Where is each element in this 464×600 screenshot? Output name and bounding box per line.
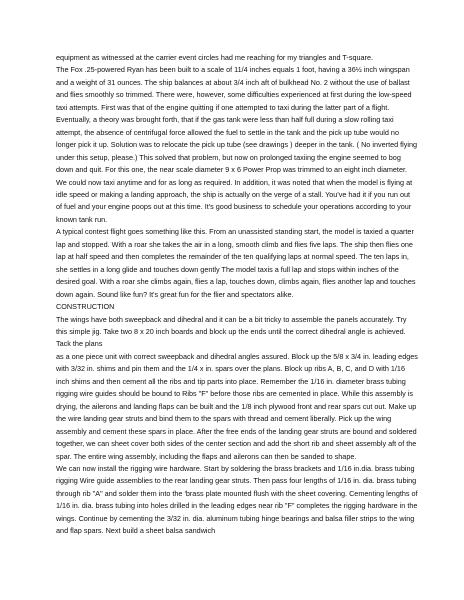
paragraph-wing-jig: The wings have both sweepback and dihedral and it can be a bit tricky to assemble the panels accurately. Try this simple jig. Take two 8 x 20 inch boards and block up the ends until the correct dihedral angle is achieved. Tack the plans (56, 314, 407, 349)
paragraph-rigging-hardware: We can now install the rigging wire hardware. Start by soldering the brass brackets and 1/16 in.dia. brass tubing rigging Wire guide assemblies to the rear landing gear struts. Then pass four lengths of 1/16 in. dia. brass tubing through rib "A" and solder them into the 'brass plate mounted flush with the sheet covering. Cementing lengths of 1/16 in. dia. brass tubing into holes drilled in the leading edges near rib "F" completes the rigging hardware in the wings. Continue by cementing the 3/32 in. dia. aluminum tubing hinge bearings and balsa filler strips to the wing and flap spars. Next build a sheet balsa sandwich (56, 463, 418, 536)
paragraph-ryan-build: The Fox .25-powered Ryan has been built to a scale of 11/4 inches equals 1 foot, having a 36½ inch wingspan and a weight of 31 ounces. The ship balances at about 3/4 inch aft of bulkhead No. 2 without the use of ballast and flies smoothly so trimmed. There were, however, some difficulties experienced at first during the low-speed taxi attempts. First was that of the engine quitting if one attempted to taxi during the latter part of a flight. Eventually, a theory was brought forth, that if the gas tank were less than half full during a slow rolling taxi attempt, the absence of centrifugal force allowed the fuel to settle in the tank and the pick up tube would no longer pick it up. Solution was to relocate the pick up tube (see drawings ) deeper in the tank. ( No inverted flying under this setup, please.) This solved that problem, but now on prolonged taxiing the engine seemed to bog down and quit. For this one, the near scale diameter 9 x 6 Power Prop was trimmed to an eight inch diameter. We could now taxi anytime and for as long as required. In addition, it was noted that when the model is flying at idle speed or making a landing approach, the ship is actually on the verge of a stall. You've had it if you run out of fuel and your engine poops out at this time. It's good business to schedule your operations according to your known tank run. (56, 65, 418, 224)
section-heading-construction: CONSTRUCTION (56, 302, 115, 312)
paragraph-wing-assembly: as a one piece unit with correct sweepback and dihedral angles assured. Block up the 5/8 x 3/4 in. leading edges with 3/32 in. shims and pin them and the 1/4 x in. spars over the plans. Block up ribs A, B, C, and D with 1/16 inch shims and then cement all the ribs and tip parts into place. Remember the 1/16 in. diameter brass tubing rigging wire guides should be bound to Ribs "F" before those ribs are cemented in place. While this assembly is drying, the ailerons and landing flaps can be built and the 1/8 inch plywood front and rear spars cut out. Make up the wire landing gear struts and bind them to the spars with thread and cement liberally. Pick up the wing assembly and cement these spars in place. After the free ends of the landing gear struts are bound and soldered together, we can sheet cover both sides of the center section and add the short rib and sheet assembly aft of the spar. The entire wing assembly, including the flaps and ailerons can then be sanded to shape. (56, 351, 418, 461)
document-page (56, 52, 418, 538)
paragraph-intro: equipment as witnessed at the carrier event circles had me reaching for my triangles and T-square. (56, 53, 374, 62)
paragraph-contest-flight: A typical contest flight goes something like this. From an unassisted standing start, the model is taxied a quarter lap and stopped. With a roar she takes the air in a long, smooth climb and flies five laps. The ship then flies one lap at half speed and then completes the remainder of the ten qualifying laps at normal speed. The ten laps in, she settles in a long glide and touches down gently The model taxis a full lap and stops within inches of the desired goal. With a roar she climbs again, flies a lap, touches down, climbs again, flies another lap and touches down again. Sound like fun? It's great fun for the flier and spectators alike. (56, 227, 416, 299)
